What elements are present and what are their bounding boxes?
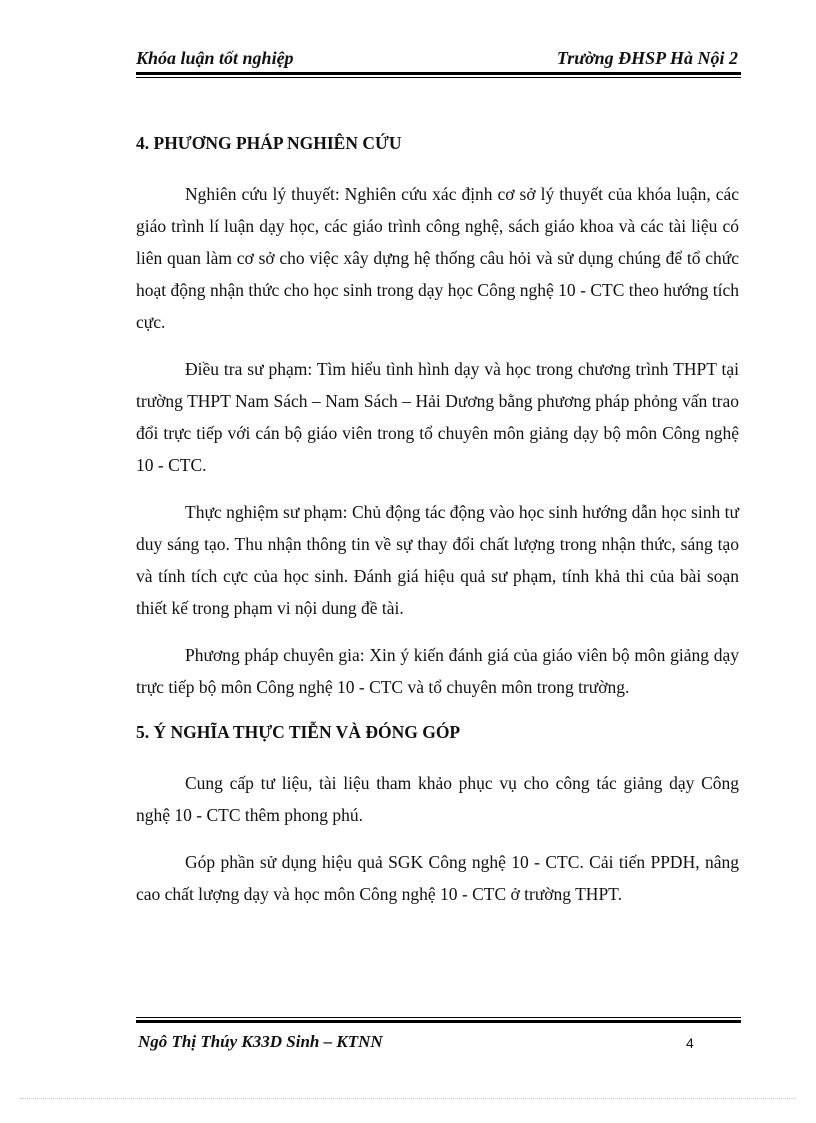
page-footer [138, 1032, 738, 1056]
section-heading-significance: 5. Ý NGHĨA THỰC TIỄN VÀ ĐÓNG GÓP [136, 722, 461, 742]
header-divider-thin [136, 77, 741, 78]
footer-divider-thin [136, 1017, 741, 1018]
header-university: Trường ĐHSP Hà Nội 2 [556, 48, 738, 68]
page-bottom-edge [20, 1098, 796, 1099]
page-header [136, 48, 740, 72]
header-divider-thick [136, 72, 741, 75]
paragraph-textbook-contribution: Góp phần sử dụng hiệu quả SGK Công nghệ 10 - CTC. Cải tiến PPDH, nâng cao chất lượng dạy và học môn Công nghệ 10 - CTC ở trường THPT. [136, 852, 739, 904]
paragraph-theory-research: Nghiên cứu lý thuyết: Nghiên cứu xác định cơ sở lý thuyết của khóa luận, các giáo trình lí luận dạy học, các giáo trình công nghệ, sách giáo khoa và các tài liệu có liên quan làm cơ sở cho việc xây dựng hệ thống câu hỏi và sử dụng chúng để tổ chức hoạt động nhận thức cho học sinh trong dạy học Công nghệ 10 - CTC theo hướng tích cực. [136, 184, 739, 332]
paragraph-materials-contribution: Cung cấp tư liệu, tài liệu tham khảo phục vụ cho công tác giảng dạy Công nghệ 10 - CTC thêm phong phú. [136, 773, 739, 825]
header-thesis-title: Khóa luận tốt nghiệp [136, 48, 294, 68]
section-heading-methods: 4. PHƯƠNG PHÁP NGHIÊN CỨU [136, 133, 402, 153]
page-number: 4 [686, 1035, 694, 1051]
paragraph-pedagogical-experiment: Thực nghiệm sư phạm: Chủ động tác động vào học sinh hướng dẫn học sinh tư duy sáng tạo. Thu nhận thông tin về sự thay đổi chất lượng trong nhận thức, sáng tạo và tính tích cực của học sinh. Đánh giá hiệu quả sư phạm, tính khả thi của bài soạn thiết kế trong phạm vi nội dung đề tài. [136, 502, 739, 618]
footer-divider-thick [136, 1020, 741, 1023]
paragraph-pedagogical-survey: Điều tra sư phạm: Tìm hiểu tình hình dạy và học trong chương trình THPT tại trường THPT Nam Sách – Nam Sách – Hải Dương bằng phương pháp phỏng vấn trao đổi trực tiếp với cán bộ giáo viên trong tổ chuyên môn giảng dạy bộ môn Công nghệ 10 - CTC. [136, 359, 739, 475]
document-body [136, 131, 739, 910]
paragraph-expert-method: Phương pháp chuyên gia: Xin ý kiến đánh giá của giáo viên bộ môn giảng dạy trực tiếp bộ môn Công nghệ 10 - CTC và tổ chuyên môn trong trường. [136, 645, 739, 697]
footer-author: Ngô Thị Thúy K33D Sinh – KTNN [138, 1032, 383, 1051]
